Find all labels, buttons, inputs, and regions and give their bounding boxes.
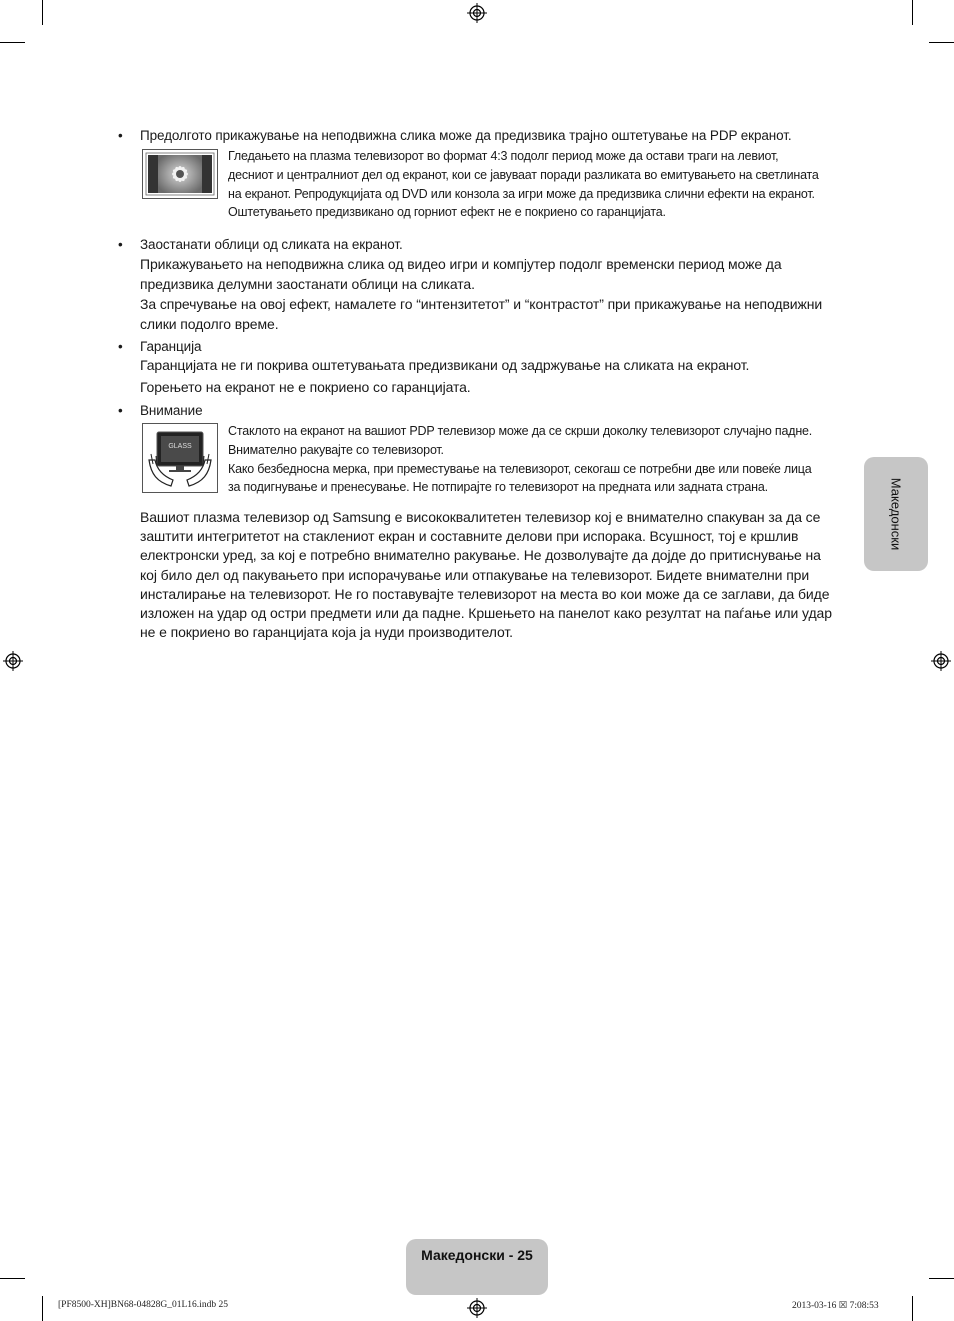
crop-mark xyxy=(912,0,913,25)
text-line: Внимателно ракувајте со телевизорот. xyxy=(228,442,444,457)
crop-mark xyxy=(42,1296,43,1321)
text-line: Стаклото на екранот на вашиот PDP телевизор може да се скрши доколку телевизорот случајно падне. xyxy=(228,424,813,438)
section-heading: • Предолгото прикажување на неподвижна слика може да предизвика трајно оштетување на PDP екранот. xyxy=(118,128,792,143)
paragraph: Гаранцијата не ги покрива оштетувањата предизвикани од задржување на сликата на екранот. xyxy=(140,357,750,373)
crop-mark xyxy=(929,1278,954,1279)
section-heading: • Внимание xyxy=(118,403,203,418)
slug-filename: [PF8500-XH]BN68-04828G_01L16.indb 25 xyxy=(58,1300,228,1310)
text-line: десниот и централниот дел од екранот, кои се јавуваат поради разликата во емитувањето на светлината xyxy=(228,167,819,182)
registration-mark-icon xyxy=(3,651,23,671)
text-line: Како безбедносна мерка, при преместување на телевизорот, секогаш се потребни две или повеќе лица xyxy=(228,461,812,476)
section1-body xyxy=(228,147,840,222)
crop-mark xyxy=(42,0,43,25)
glass-tv-image xyxy=(142,423,218,493)
paragraph: За спречување на овој ефект, намалете го “интензитетот” и “контрастот” при прикажување на неподвижни слики подолго време. xyxy=(140,296,823,332)
text-line: за подигнување и пренесување. Не потпирајте го телевизорот на предната или задната страна. xyxy=(228,480,768,495)
section4-body xyxy=(228,422,840,497)
text-line: Оштетувањето предизвикано од горниот ефект не е покриено со гаранцијата. xyxy=(228,205,666,220)
text-line: Гледањето на плазма телевизорот во формат 4:3 подолг период може да остави траги на левиот, xyxy=(228,149,779,163)
page-number-tab xyxy=(406,1239,548,1295)
crop-mark xyxy=(912,1296,913,1321)
heading-text: Заостанати облици од сликата на екранот. xyxy=(140,237,403,252)
heading-text: Гаранција xyxy=(140,339,202,354)
section-heading: • Заостанати облици од сликата на екранот. xyxy=(118,237,403,252)
heading-text: Предолгото прикажување на неподвижна слика може да предизвика трајно оштетување на PDP екранот. xyxy=(140,128,792,143)
crop-mark xyxy=(0,1278,25,1279)
section-heading: • Гаранција xyxy=(118,339,202,354)
glass-label: GLASS xyxy=(168,443,192,450)
language-side-tab xyxy=(864,457,928,571)
slug-timestamp: 2013-03-16 ☒ 7:08:53 xyxy=(792,1301,879,1311)
page-number-label: Македонски - 25 xyxy=(421,1247,533,1263)
heading-text: Внимание xyxy=(140,403,203,418)
registration-mark-icon xyxy=(467,1298,487,1318)
paragraph: Прикажувањето на неподвижна слика од видео игри и компјутер подолг временски период може да предизвика делумни заостанати облици на сликата. xyxy=(140,256,782,292)
tv-aspect-image xyxy=(142,149,218,199)
closing-paragraph: Вашиот плазма телевизор од Samsung е висококвалитетен телевизор кој е внимателно спакуван за да се заштити интегритетот на стаклениот екран и составните делови при испорака. Всушност, тој е кршлив електронски уред, за кој е потребно внимателно ракување. Не дозволувајте да дојде до притиснување на кој било дел од пакувањето при испорачување или отпакување на телевизорот. Бидете внимателни при инсталирање на телевизорот. Не го поставувајте телевизорот на места во кои може да се заглави, да биде изложен на удар од остри предмети или да падне. Кршењето на панелот како резултат на паѓање или удар не е покриено во гаранцијата која ја нуди производителот. xyxy=(140,509,832,641)
crop-mark xyxy=(929,42,954,43)
side-tab-label: Македонски xyxy=(888,477,904,551)
registration-mark-icon xyxy=(931,651,951,671)
text-line: на екранот. Репродукцијата од DVD или конзола за игри може да предизвика слични ефекти на екранот. xyxy=(228,186,815,201)
paragraph: Горењето на екранот не е покриено со гаранцијата. xyxy=(140,379,471,395)
registration-mark-icon xyxy=(467,3,487,23)
crop-mark xyxy=(0,42,25,43)
